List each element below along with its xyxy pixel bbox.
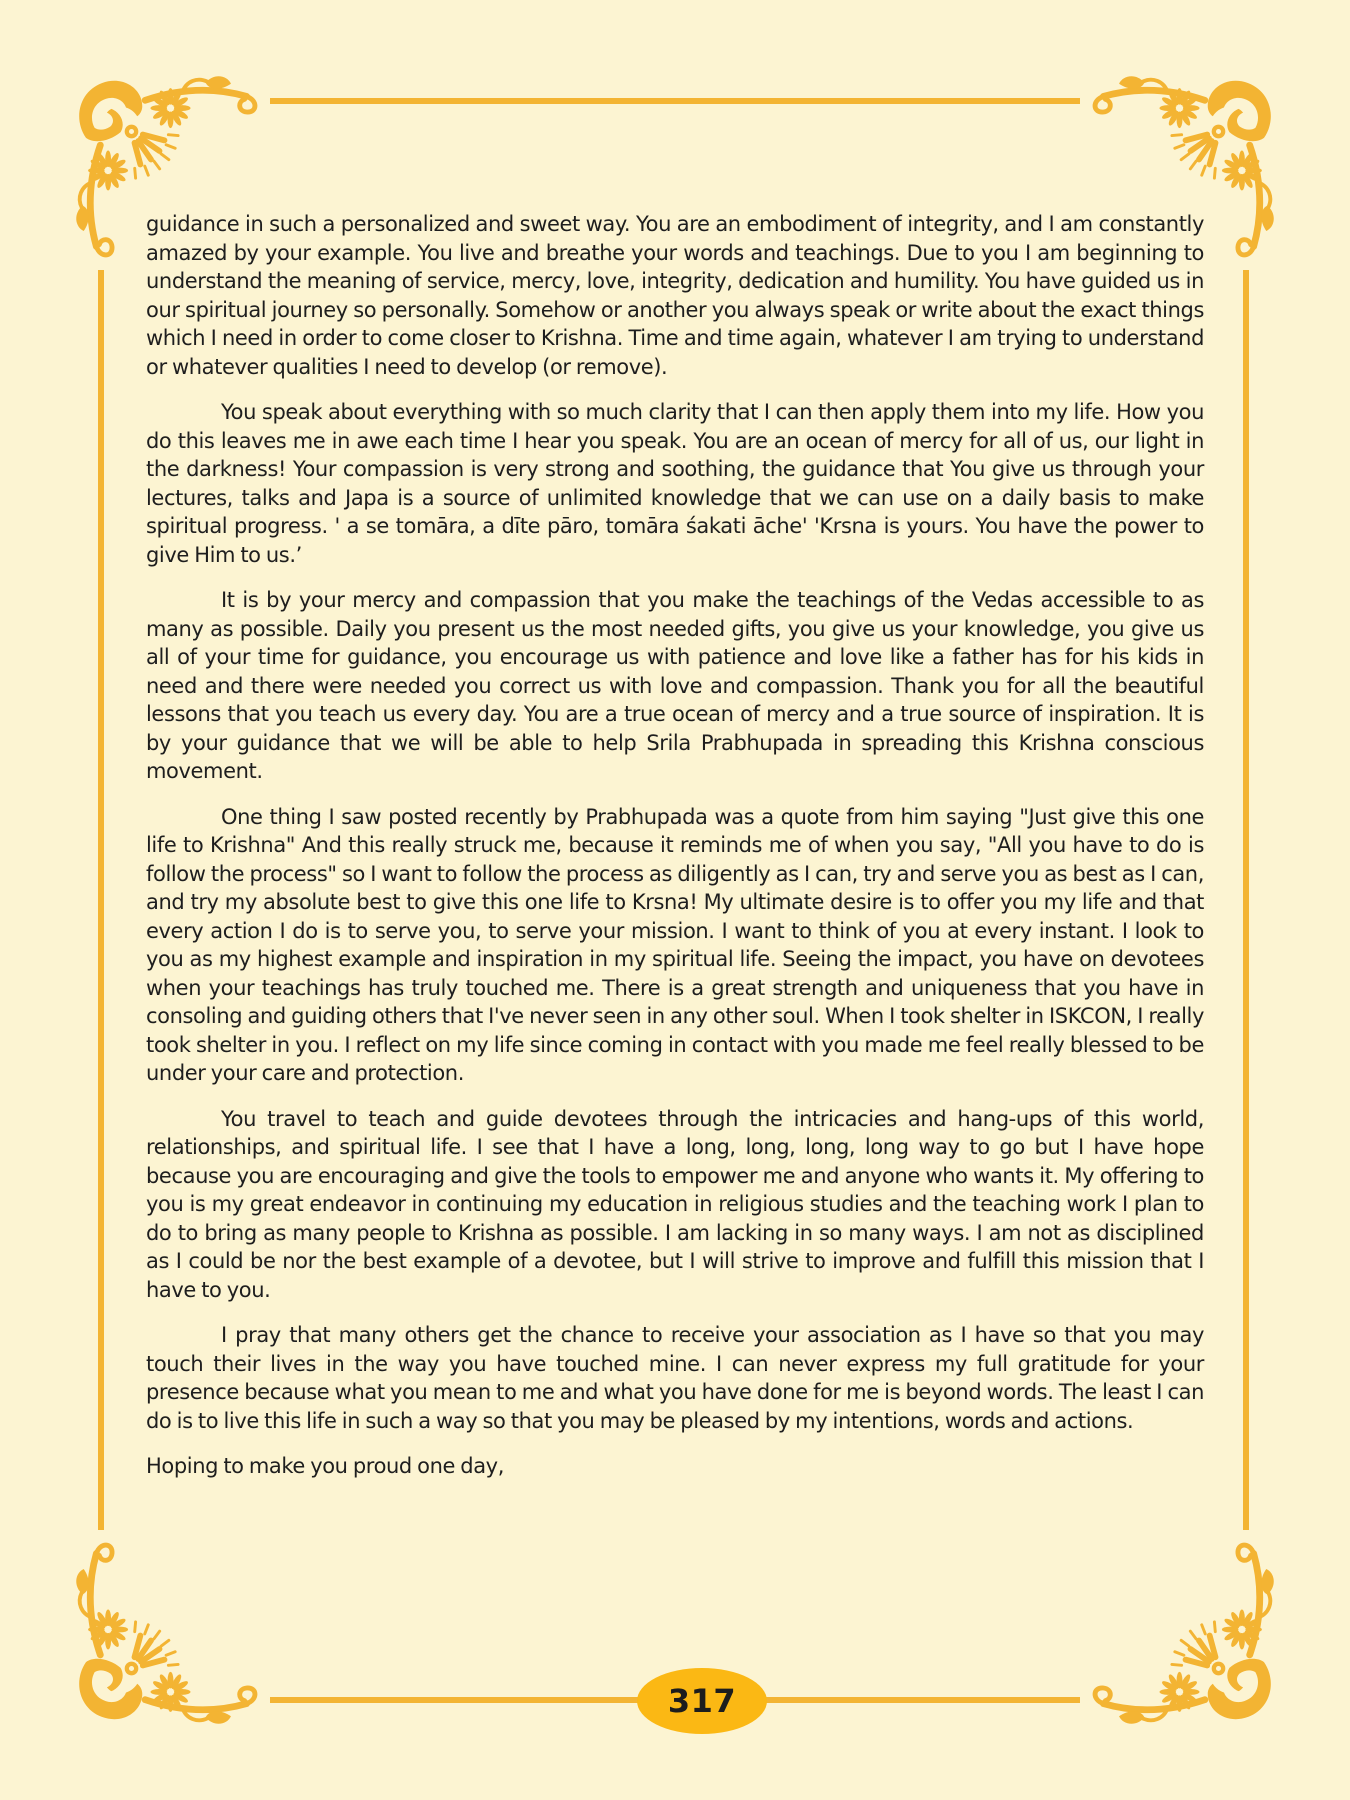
letter-paragraph-2: You speak about everything with so much clarity that I can then apply them into my life. How you do this leaves me in awe each time I hear you speak. You are an ocean of mercy for all of us, our light in the darkness! Your compassion is very strong and soothing, the guidance that You give us through your lectures, talks and Japa is a source of unlimited knowledge that we can use on a daily basis to make spiritual progress. ' a se tomāra, a dīte pāro, tomāra śakati āche' 'Krsna is yours. You have the power to give Him to us.’: [146, 400, 1204, 567]
frame-border-top: [270, 98, 1080, 104]
letter-paragraph-5: You travel to teach and guide devotees through the intricacies and hang-ups of this world, relationships, and spiritual life. I see that I have a long, long, long, long way to go but I have hope because you are encouraging and give the tools to empower me and anyone who wants it. My offering to you is my great endeavor in continuing my education in religious studies and the teaching work I plan to do to bring as many people to Krishna as possible. I am lacking in so many ways. I am not as disciplined as I could be nor the best example of a devotee, but I will strive to improve and fulfill this mission that I have to you.: [146, 1106, 1204, 1302]
letter-paragraph-6: I pray that many others get the chance to receive your association as I have so that you may touch their lives in the way you have touched mine. I can never express my full gratitude for your presence because what you mean to me and what you have done for me is beyond words. The least I can do is to live this life in such a way so that you may be pleased by my intentions, words and actions.: [146, 1323, 1204, 1433]
letter-closing: Hoping to make you proud one day,: [146, 1454, 504, 1478]
letter-paragraph-3: It is by your mercy and compassion that you make the teachings of the Vedas accessible to as many as possible. Daily you present us the most needed gifts, you give us your knowledge, you give us all of your time for guidance, you encourage us with patience and love like a father has for his kids in need and there were needed you correct us with love and compassion. Thank you for all the beautiful lessons that you teach us every day. You are a true ocean of mercy and a true source of inspiration. It is by your guidance that we will be able to help Srila Prabhupada in spreading this Krishna conscious movement.: [146, 588, 1204, 783]
frame-border-right: [1243, 270, 1249, 1530]
page-number: 317: [667, 1682, 737, 1720]
page-number-badge: [637, 1668, 767, 1734]
floral-corner-ornament-bottom-left-icon: [73, 1532, 268, 1727]
frame-border-left: [98, 270, 104, 1530]
letter-body: [146, 210, 1204, 1498]
floral-corner-ornament-bottom-right-icon: [1082, 1532, 1277, 1727]
letter-paragraph-4: One thing I saw posted recently by Prabhupada was a quote from him saying "Just give this one life to Krishna" And this really struck me, because it reminds me of when you say, "All you have to do is follow the process" so I want to follow the process as diligently as I can, try and serve you as best as I can, and try my absolute best to give this one life to Krsna! My ultimate desire is to offer you my life and that every action I do is to serve you, to serve your mission. I want to think of you at every instant. I look to you as my highest example and inspiration in my spiritual life. Seeing the impact, you have on devotees when your teachings has truly touched me. There is a great strength and uniqueness that you have in consoling and guiding others that I've never seen in any other soul. When I took shelter in ISKCON, I really took shelter in you. I reflect on my life since coming in contact with you made me feel really blessed to be under your care and protection.: [146, 804, 1204, 1085]
letter-paragraph-1: guidance in such a personalized and sweet way. You are an embodiment of integrity, and I am constantly amazed by your example. You live and breathe your words and teachings. Due to you I am beginning to understand the meaning of service, mercy, love, integrity, dedication and humility. You have guided us in our spiritual journey so personally. Somehow or another you always speak or write about the exact things which I need in order to come closer to Krishna. Time and time again, whatever I am trying to understand or whatever qualities I need to develop (or remove).: [146, 212, 1204, 379]
